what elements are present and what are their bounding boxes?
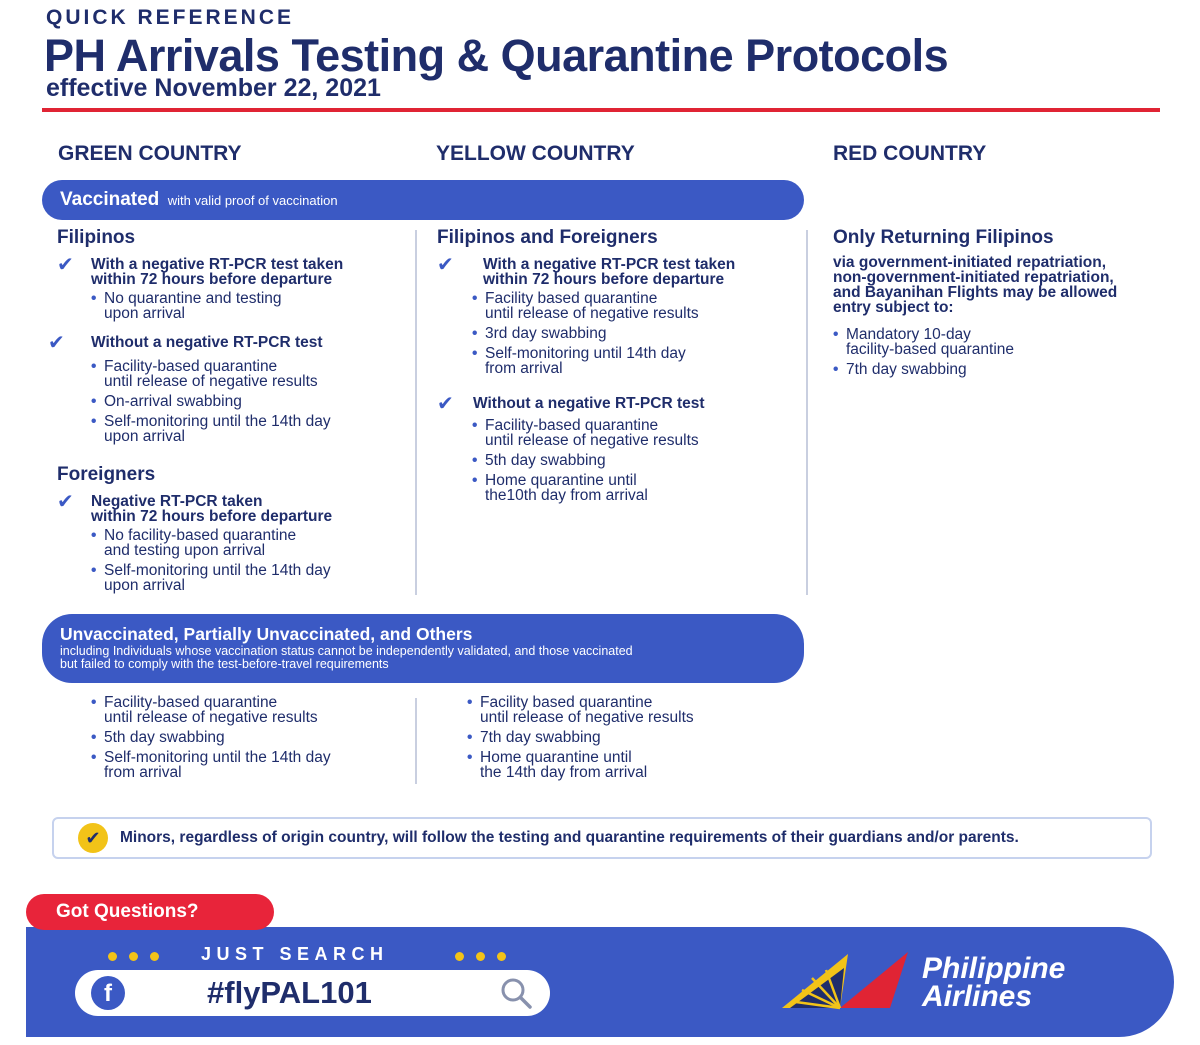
list-item: • Self-monitoring until the 14th day upon arrival — [91, 563, 407, 593]
pal-brand-name: Philippine Airlines — [922, 952, 1066, 1013]
unvaccinated-note: but failed to comply with the test-before-travel requirements — [60, 657, 389, 671]
red-section — [833, 227, 1173, 382]
list-item: • 3rd day swabbing — [472, 326, 797, 341]
column-divider — [806, 230, 808, 595]
section-heading: Filipinos — [57, 227, 136, 248]
checklist-label: within 72 hours before departure — [91, 508, 333, 525]
section-heading: Foreigners — [57, 464, 156, 485]
green-foreigners-section — [57, 464, 407, 598]
vaccinated-note: with valid proof of vaccination — [167, 193, 338, 208]
list-item: • Self-monitoring until the 14th day upon arrival — [91, 414, 408, 444]
column-green-heading: GREEN COUNTRY — [58, 142, 242, 165]
bullet-list — [91, 359, 408, 444]
vaccinated-title: Vaccinated — [60, 189, 160, 210]
yellow-section — [437, 227, 797, 381]
minors-note: Minors, regardless of origin country, will follow the testing and quarantine requirements of their guardians and/or parents. — [120, 829, 1019, 846]
checklist-label: Without a negative RT-PCR test — [473, 395, 705, 412]
checklist-label: Negative RT-PCR taken — [91, 493, 263, 510]
list-item: • 5th day swabbing — [91, 730, 411, 745]
red-intro: via government-initiated repatriation, non-government-initiated repatriation, and Bayanihan Flights may be allowed entry subject to: — [833, 254, 1118, 316]
unvaccinated-banner — [42, 614, 804, 683]
check-icon: ✔ — [57, 254, 74, 276]
vaccinated-banner — [42, 180, 804, 220]
section-heading: Only Returning Filipinos — [833, 227, 1054, 248]
checklist-label: within 72 hours before departure — [483, 271, 725, 288]
yellow-without-test — [437, 393, 797, 508]
checklist-label: With a negative RT-PCR test taken — [91, 256, 344, 273]
check-icon: ✔ — [437, 393, 454, 415]
list-item: • On-arrival swabbing — [91, 394, 408, 409]
unvaccinated-green-list — [91, 695, 411, 785]
effective-date: effective November 22, 2021 — [46, 74, 381, 102]
column-divider — [415, 698, 417, 784]
check-icon: ✔ — [57, 491, 74, 513]
unvaccinated-title: Unvaccinated, Partially Unvaccinated, and Others — [60, 624, 473, 644]
checklist-label: Without a negative RT-PCR test — [91, 334, 323, 351]
decorative-dots — [108, 952, 159, 961]
list-item: • Facility-based quarantine until release of negative results — [472, 418, 797, 448]
facebook-icon[interactable]: f — [91, 976, 125, 1010]
bullet-list — [91, 291, 407, 321]
checklist-label: With a negative RT-PCR test taken — [483, 256, 736, 273]
page-title: PH Arrivals Testing & Quarantine Protocols — [44, 30, 949, 81]
list-item: • No facility-based quarantine and testing upon arrival — [91, 528, 407, 558]
checklist-item — [437, 393, 797, 415]
checklist-label: within 72 hours before departure — [91, 271, 333, 288]
list-item: • 7th day swabbing — [833, 362, 1173, 377]
list-item: • Facility based quarantine until release of negative results — [472, 291, 797, 321]
checklist-item — [437, 254, 797, 288]
kicker-text: QUICK REFERENCE — [46, 6, 295, 29]
list-item: • No quarantine and testing upon arrival — [91, 291, 407, 321]
checklist-item — [48, 332, 408, 354]
minors-note-box — [52, 817, 1152, 859]
list-item: • Home quarantine until the 14th day from arrival — [467, 750, 797, 780]
bullet-list — [472, 291, 797, 376]
search-icon[interactable] — [498, 975, 534, 1011]
list-item: • Self-monitoring until 14th day from arrival — [472, 346, 797, 376]
pal-logo-icon — [780, 950, 910, 1012]
list-item: • Home quarantine until the10th day from arrival — [472, 473, 797, 503]
list-item: • 5th day swabbing — [472, 453, 797, 468]
bullet-list — [833, 327, 1173, 377]
just-search-label: JUST SEARCH — [201, 944, 389, 964]
list-item: • Facility based quarantine until release of negative results — [467, 695, 797, 725]
section-heading: Filipinos and Foreigners — [437, 227, 658, 248]
decorative-dots — [455, 952, 506, 961]
bullet-list — [472, 418, 797, 503]
list-item: • Facility-based quarantine until release of negative results — [91, 359, 408, 389]
unvaccinated-note: including Individuals whose vaccination status cannot be independently validated, and those vaccinated — [60, 644, 633, 658]
column-red-heading: RED COUNTRY — [833, 142, 987, 165]
header-divider — [42, 108, 1160, 112]
got-questions-label: Got Questions? — [26, 894, 274, 930]
verified-badge-icon: ✔ — [78, 823, 108, 853]
list-item: • Facility-based quarantine until release of negative results — [91, 695, 411, 725]
search-hashtag[interactable]: #flyPAL101 — [207, 975, 372, 1010]
list-item: • 7th day swabbing — [467, 730, 797, 745]
green-filipinos-section — [57, 227, 407, 326]
check-icon: ✔ — [437, 254, 454, 276]
list-item: • Mandatory 10-day facility-based quarantine — [833, 327, 1173, 357]
column-yellow-heading: YELLOW COUNTRY — [436, 142, 635, 165]
search-bar[interactable] — [75, 970, 550, 1016]
green-filipinos-without-test — [48, 332, 408, 449]
column-divider — [415, 230, 417, 595]
bullet-list — [91, 528, 407, 593]
check-icon: ✔ — [48, 332, 65, 354]
unvaccinated-yellow-list — [467, 695, 797, 785]
checklist-item — [57, 254, 407, 288]
checklist-item — [57, 491, 407, 525]
list-item: • Self-monitoring until the 14th day from arrival — [91, 750, 411, 780]
